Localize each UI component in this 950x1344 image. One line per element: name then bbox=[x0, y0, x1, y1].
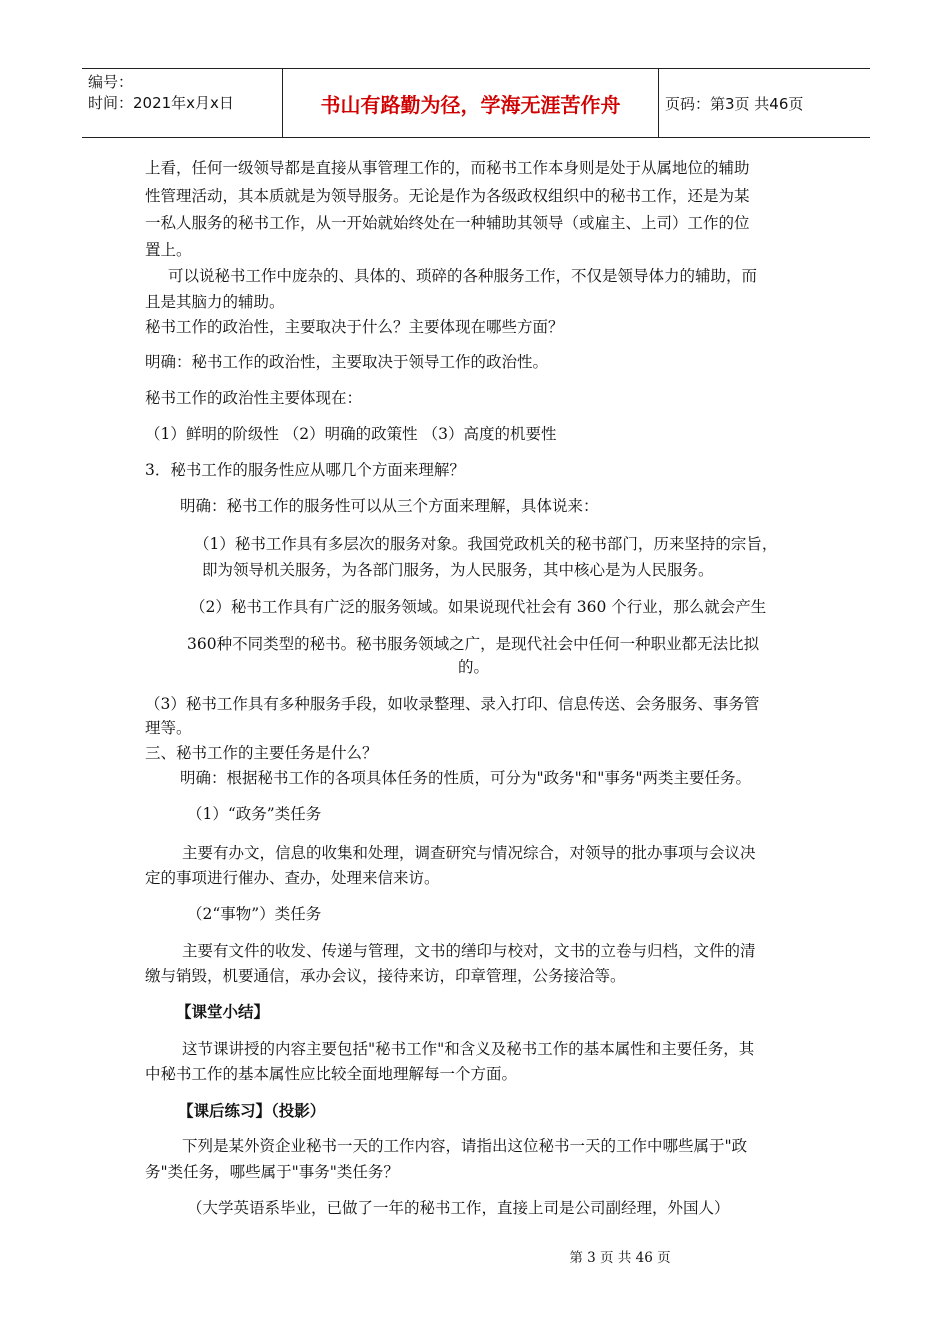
text-line: 360种不同类型的秘书。秘书服务领域之广，是现代社会中任何一种职业都无法比拟 bbox=[187, 635, 760, 653]
motto: 书山有路勤为径，学海无涯苦作舟 bbox=[283, 69, 659, 137]
text-line: （2“事物”）类任务 bbox=[187, 905, 322, 923]
text-line: 三、秘书工作的主要任务是什么？ bbox=[145, 744, 378, 762]
text-line: 缴与销毁，机要通信，承办会议，接待来访，印章管理，公务接洽等。 bbox=[145, 967, 626, 985]
text-line: 中秘书工作的基本属性应比较全面地理解每一个方面。 bbox=[145, 1065, 518, 1083]
page-footer bbox=[0, 1246, 950, 1266]
text-line: 主要有文件的收发、传递与管理，文书的缮印与校对，文书的立卷与归档，文件的清 bbox=[182, 942, 756, 960]
text-line: 理等。 bbox=[145, 719, 192, 737]
header-meta bbox=[82, 69, 283, 137]
text-line: 上看，任何一级领导都是直接从事管理工作的，而秘书工作本身则是处于从属地位的辅助 bbox=[145, 159, 750, 177]
text-line: 这节课讲授的内容主要包括"秘书工作"和含义及秘书工作的基本属性和主要任务，其 bbox=[182, 1040, 755, 1058]
text-line: 务"类任务，哪些属于"事务"类任务？ bbox=[145, 1163, 399, 1181]
text-line: 置上。 bbox=[145, 241, 192, 259]
serial-label: 编号： bbox=[88, 73, 134, 91]
text-line: 即为领导机关服务，为各部门服务，为人民服务，其中核心是为人民服务。 bbox=[202, 561, 714, 579]
text-line: 主要有办文，信息的收集和处理，调查研究与情况综合，对领导的批办事项与会议决 bbox=[182, 844, 756, 862]
section-heading: 【课后练习】（投影） bbox=[178, 1101, 326, 1120]
text-line: 秘书工作的政治性，主要取决于什么？主要体现在哪些方面？ bbox=[145, 318, 564, 336]
time-label: 时间：2021年x月x日 bbox=[88, 94, 234, 112]
text-line: 性管理活动，其本质就是为领导服务。无论是作为各级政权组织中的秘书工作，还是为某 bbox=[145, 187, 750, 205]
footer-page-number: 第 3 页 共 46 页 bbox=[569, 1250, 671, 1266]
text-line: （3）秘书工作具有多种服务手段，如收录整理、录入打印、信息传送、会务服务、事务管 bbox=[145, 695, 760, 713]
text-line: （1）鲜明的阶级性 （2）明确的政策性 （3）高度的机要性 bbox=[145, 425, 557, 443]
text-line: 秘书工作的政治性主要体现在： bbox=[145, 389, 363, 407]
text-line: 且是其脑力的辅助。 bbox=[145, 293, 285, 311]
page-header bbox=[82, 68, 870, 138]
text-line: （大学英语系毕业，已做了一年的秘书工作，直接上司是公司副经理，外国人） bbox=[187, 1199, 730, 1217]
text-line: 下列是某外资企业秘书一天的工作内容，请指出这位秘书一天的工作中哪些属于"政 bbox=[182, 1137, 748, 1155]
text-line: 明确：秘书工作的政治性，主要取决于领导工作的政治性。 bbox=[145, 353, 549, 371]
text-line: 一私人服务的秘书工作，从一开始就始终处在一种辅助其领导（或雇主、上司）工作的位 bbox=[145, 214, 750, 232]
page-label: 页码：第3页 共46页 bbox=[665, 94, 804, 113]
text-line: 的。 bbox=[458, 658, 490, 676]
text-line: 明确：根据秘书工作的各项具体任务的性质，可分为"政务"和"事务"两类主要任务。 bbox=[180, 769, 752, 787]
text-line: 可以说秘书工作中庞杂的、具体的、琐碎的各种服务工作，不仅是领导体力的辅助，而 bbox=[168, 267, 758, 285]
text-line: 3．秘书工作的服务性应从哪几个方面来理解？ bbox=[145, 461, 465, 479]
text-line: （1）秘书工作具有多层次的服务对象。我国党政机关的秘书部门，历来坚持的宗旨， bbox=[194, 535, 778, 553]
text-line: 明确：秘书工作的服务性可以从三个方面来理解，具体说来： bbox=[180, 497, 599, 515]
text-line: （1）“政务”类任务 bbox=[187, 805, 322, 823]
text-line: 定的事项进行催办、查办，处理来信来访。 bbox=[145, 869, 440, 887]
section-heading: 【课堂小结】 bbox=[176, 1002, 270, 1021]
text-line: （2）秘书工作具有广泛的服务领域。如果说现代社会有 360 个行业，那么就会产生 bbox=[190, 598, 767, 616]
